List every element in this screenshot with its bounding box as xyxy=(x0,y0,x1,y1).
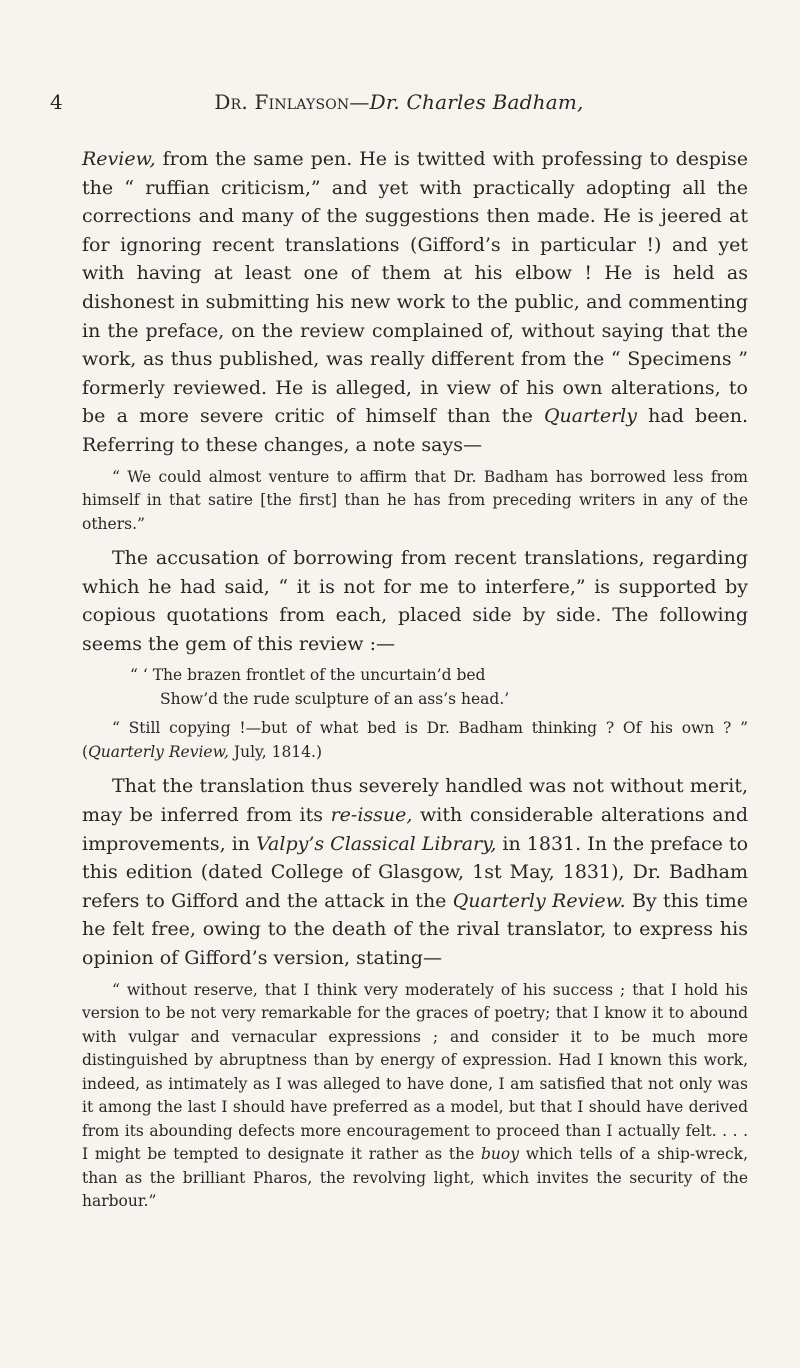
italic-quarterly-review-2: Quarterly Review. xyxy=(452,889,626,912)
quote-2 xyxy=(82,717,748,764)
author-name: Finlayson xyxy=(254,90,350,114)
verse-line-2: Show’d the rude sculpture of an ass’s head.’ xyxy=(160,689,510,708)
quote-2-text: “ Still copying !—but of what bed is Dr. Badham thinking ? Of his own ? ” ( xyxy=(82,719,748,761)
paragraph-1 xyxy=(82,145,748,460)
p3-text-e: in 1831. In the preface to this edition (dated College of Glasgow, 1st May, 1831), Dr. Badham refers to Gifford and the attack in the xyxy=(82,832,749,912)
title-separator: — xyxy=(349,90,370,114)
italic-quarterly: Quarterly xyxy=(543,405,637,428)
italic-quarterly-review: Quarterly Review, xyxy=(88,742,229,761)
quote-1: “ We could almost venture to affirm that Dr. Badham has borrowed less from himself in that satire [the first] than he has from preceding writers in any of the others.” xyxy=(82,467,748,533)
quote-3 xyxy=(82,979,748,1214)
paragraph-2: The accusation of borrowing from recent translations, regarding which he had said, “ it is not for me to interfere,” is supported by copious quotations from each, placed side by side. The following seems the gem of this review :— xyxy=(82,547,748,655)
italic-review: Review, xyxy=(82,148,156,170)
italic-reissue: re-issue, xyxy=(330,804,413,826)
italic-valpy: Valpy’s Classical Library, xyxy=(256,832,497,855)
quote-3-end: which tells of a ship-wreck, than as the brilliant Pharos, the revolving light, which invites the security of the harbour.” xyxy=(82,1145,748,1211)
quote-2-date: July, 1814.) xyxy=(228,742,323,761)
p3-text-c: with considerable alterations and improvements, in xyxy=(82,804,748,855)
p3-text-a: That the translation thus severely handled was not without merit, may be inferred from its xyxy=(82,775,748,826)
author-prefix: Dr. xyxy=(214,90,255,114)
running-header xyxy=(50,90,748,120)
quote-3-text: “ without reserve, that I think very moderately of his success ; that I hold his version to be not very remarkable for the graces of poetry; that I know it to abound with vulgar and vernacular expressions ; and consider it to be much more distinguished by abruptness than by energy of expression. Had I known this work, indeed, as intimately as I was alleged to have done, I am satisfied that not only was it among the last I should have preferred as a model, but that I should have derived from its abounding defects more encouragement to proceed than I actually felt. . . . I might be tempted to designate it rather as the xyxy=(82,980,748,1164)
page-number: 4 xyxy=(50,90,63,114)
paragraph-1-end: had been. Referring to these changes, a note says— xyxy=(82,405,748,456)
article-subject: Dr. Charles Badham, xyxy=(369,90,584,114)
running-title xyxy=(50,90,748,114)
italic-buoy: buoy xyxy=(480,1145,519,1164)
page-body xyxy=(82,145,748,1214)
paragraph-3 xyxy=(82,772,748,972)
verse-line-1: “ ‘ The brazen frontlet of the uncurtain’d bed xyxy=(130,666,486,685)
p3-text-g: By this time he felt free, owing to the death of the rival translator, to express his opinion of Gifford’s version, stating— xyxy=(82,889,748,969)
paragraph-1-text: from the same pen. He is twitted with professing to despise the “ ruffian criticism,” and yet with practically adopting all the corrections and many of the suggestions then made. He is jeered at for ignoring recent translations (Gifford’s in particular !) and yet with having at least one of them at his elbow ! He is held as dishonest in submitting his new work to the public, and commenting in the preface, on the review complained of, without saying that the work, as thus published, was really different from the “ Specimens ” formerly reviewed. He is alleged, in view of his own alterations, to be a more severe critic of himself than the xyxy=(82,148,748,428)
